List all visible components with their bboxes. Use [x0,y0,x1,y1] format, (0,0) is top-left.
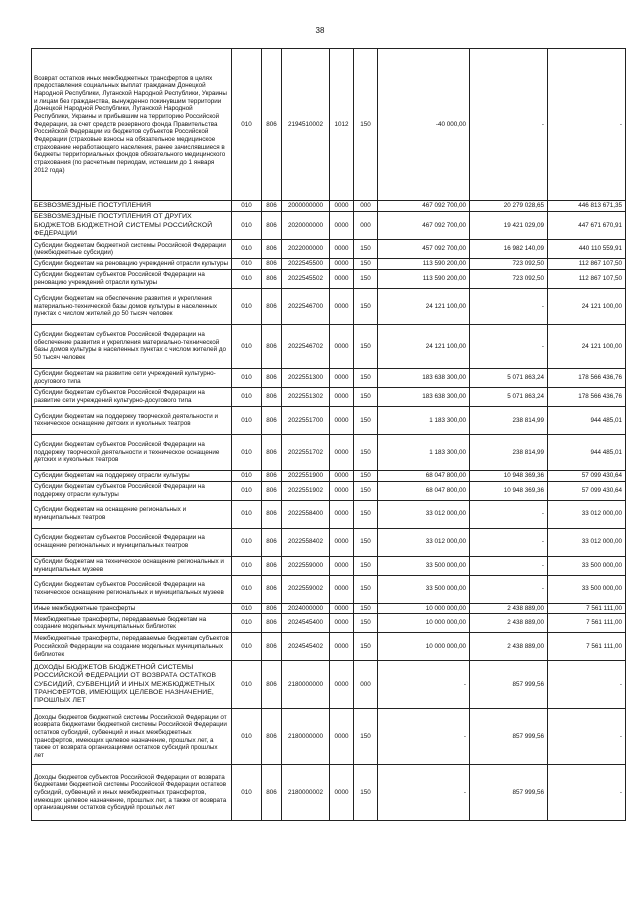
code-program: 0000 [330,406,354,434]
row-name: ДОХОДЫ БЮДЖЕТОВ БЮДЖЕТНОЙ СИСТЕМЫ РОССИЙСКОЙ ФЕДЕРАЦИИ ОТ ВОЗВРАТА ОСТАТКОВ СУБСИДИЙ, СУБВЕНЦИЙ И ИНЫХ МЕЖБЮДЖЕТНЫХ ТРАНСФЕРТОВ, ИМЕЮЩИХ ЦЕЛЕВОЕ НАЗНАЧЕНИЕ, ПРОШЛЫХ ЛЕТ [32,661,232,709]
table-row [32,201,626,212]
remaining-amount: 57 099 430,64 [548,481,626,500]
code-income: 2180000002 [282,765,330,821]
code-income: 2022559002 [282,575,330,603]
remaining-amount: 7 561 111,00 [548,633,626,661]
code-program: 0000 [330,500,354,528]
remaining-amount: 112 867 107,50 [548,269,626,288]
row-name: Субсидии бюджетам на оснащение региональных и муниципальных театров [32,500,232,528]
code-chapter: 806 [262,603,282,614]
code-admin: 010 [232,49,262,201]
code-admin: 010 [232,212,262,240]
remaining-amount: 944 485,01 [548,434,626,470]
table-row [32,633,626,661]
remaining-amount: 33 500 000,00 [548,556,626,575]
table-row [32,406,626,434]
code-program: 0000 [330,614,354,633]
code-chapter: 806 [262,434,282,470]
code-classification: 150 [354,603,378,614]
code-program: 0000 [330,603,354,614]
code-income: 2022558402 [282,528,330,556]
table-row [32,614,626,633]
row-name: Субсидии бюджетам субъектов Российской Федерации на техническое оснащение региональных и муниципальных музеев [32,575,232,603]
code-admin: 010 [232,575,262,603]
row-name: Субсидии бюджетам на обеспечение развития и укрепления материально-технической базы домов культуры в населенных пунктах с числом жителей до 50 тысяч человек [32,288,232,324]
code-chapter: 806 [262,324,282,368]
approved-amount: -40 000,00 [378,49,470,201]
code-income: 2194510002 [282,49,330,201]
code-program: 0000 [330,368,354,387]
table-body [32,49,626,821]
code-admin: 010 [232,661,262,709]
row-name: БЕЗВОЗМЕЗДНЫЕ ПОСТУПЛЕНИЯ ОТ ДРУГИХ БЮДЖЕТОВ БЮДЖЕТНОЙ СИСТЕМЫ РОССИЙСКОЙ ФЕДЕРАЦИИ [32,212,232,240]
code-chapter: 806 [262,528,282,556]
row-name: Субсидии бюджетам субъектов Российской Федерации на поддержку отрасли культуры [32,481,232,500]
row-name: Субсидии бюджетам субъектов Российской Федерации на оснащение региональных и муниципальных театров [32,528,232,556]
executed-amount: - [470,324,548,368]
code-chapter: 806 [262,259,282,270]
code-program: 0000 [330,324,354,368]
executed-amount: 10 948 369,36 [470,481,548,500]
approved-amount: 10 000 000,00 [378,614,470,633]
code-classification: 150 [354,406,378,434]
table-row [32,387,626,406]
code-program: 0000 [330,765,354,821]
approved-amount: 113 590 200,00 [378,269,470,288]
code-classification: 150 [354,481,378,500]
table-row [32,240,626,259]
code-classification: 150 [354,240,378,259]
remaining-amount: 7 561 111,00 [548,614,626,633]
executed-amount: 2 438 889,00 [470,603,548,614]
code-classification: 150 [354,709,378,765]
row-name: Субсидии бюджетам на поддержку отрасли культуры [32,470,232,481]
code-classification: 150 [354,614,378,633]
table-row [32,368,626,387]
executed-amount: - [470,528,548,556]
approved-amount: 24 121 100,00 [378,324,470,368]
code-admin: 010 [232,470,262,481]
code-chapter: 806 [262,288,282,324]
code-program: 0000 [330,259,354,270]
code-classification: 000 [354,212,378,240]
remaining-amount: 112 867 107,50 [548,259,626,270]
code-program: 0000 [330,269,354,288]
code-chapter: 806 [262,470,282,481]
approved-amount: 183 638 300,00 [378,387,470,406]
executed-amount: - [470,556,548,575]
table-row [32,324,626,368]
code-classification: 150 [354,324,378,368]
code-program: 0000 [330,240,354,259]
code-admin: 010 [232,406,262,434]
remaining-amount: 24 121 100,00 [548,324,626,368]
code-program: 0000 [330,528,354,556]
row-name: Субсидии бюджетам на техническое оснащение региональных и муниципальных музеев [32,556,232,575]
table-row [32,709,626,765]
code-program: 0000 [330,470,354,481]
row-name: Возврат остатков иных межбюджетных трансфертов в целях предоставления социальных выплат гражданам Донецкой Народной Республики, Луганской Народной Республики, Украины и лицам без гражданства, вынужденно покинувшим территории Донецкой Народной Республики, Луганской Народной Республики, Украины и прибывшим на территорию Российской Федерации, за счет средств резервного фонда Правительства Российской Федерации из бюджетов субъектов Российской Федерации (страховые взносы на обязательное медицинское страхование неработающего населения, ранее зачислявшиеся в бюджеты территориальных фондов обязательного медицинского страхования (по расчетным периодам, истекшим до 1 января 2012 года) [32,49,232,201]
approved-amount: - [378,709,470,765]
executed-amount: 857 999,56 [470,765,548,821]
code-income: 2022551702 [282,434,330,470]
code-admin: 010 [232,240,262,259]
table-row [32,528,626,556]
approved-amount: 183 638 300,00 [378,368,470,387]
code-classification: 150 [354,500,378,528]
code-program: 0000 [330,288,354,324]
executed-amount: 857 999,56 [470,709,548,765]
code-income: 2024545402 [282,633,330,661]
code-income: 2024000000 [282,603,330,614]
code-program: 0000 [330,661,354,709]
table-row [32,556,626,575]
table-row [32,470,626,481]
code-classification: 150 [354,49,378,201]
table-row [32,603,626,614]
remaining-amount: 944 485,01 [548,406,626,434]
row-name: Доходы бюджетов субъектов Российской Федерации от возврата бюджетами бюджетной системы Российской Федерации остатков субсидий, субвенций и иных межбюджетных трансфертов, имеющих целевое назначение, прошлых лет, а также от возврата организациями остатков субсидий прошлых лет [32,765,232,821]
approved-amount: 68 047 800,00 [378,470,470,481]
code-admin: 010 [232,614,262,633]
approved-amount: 1 183 300,00 [378,406,470,434]
approved-amount: 68 047 800,00 [378,481,470,500]
code-classification: 150 [354,575,378,603]
executed-amount: 20 279 028,65 [470,201,548,212]
code-classification: 150 [354,368,378,387]
remaining-amount: 33 500 000,00 [548,575,626,603]
approved-amount: 467 092 700,00 [378,212,470,240]
code-admin: 010 [232,556,262,575]
code-admin: 010 [232,434,262,470]
code-admin: 010 [232,481,262,500]
table-row [32,212,626,240]
executed-amount: - [470,288,548,324]
code-admin: 010 [232,288,262,324]
code-program: 0000 [330,212,354,240]
code-chapter: 806 [262,269,282,288]
remaining-amount: 178 566 436,76 [548,387,626,406]
code-classification: 150 [354,269,378,288]
executed-amount: - [470,500,548,528]
remaining-amount: 24 121 100,00 [548,288,626,324]
approved-amount: 33 500 000,00 [378,575,470,603]
row-name: Субсидии бюджетам субъектов Российской Федерации на поддержку творческой деятельности и техническое оснащение детских и кукольных театров [32,434,232,470]
code-admin: 010 [232,528,262,556]
code-chapter: 806 [262,368,282,387]
remaining-amount: - [548,709,626,765]
code-chapter: 806 [262,556,282,575]
code-classification: 150 [354,765,378,821]
code-program: 0000 [330,434,354,470]
code-chapter: 806 [262,387,282,406]
code-classification: 150 [354,556,378,575]
code-classification: 150 [354,528,378,556]
code-admin: 010 [232,709,262,765]
remaining-amount: 33 012 000,00 [548,528,626,556]
code-chapter: 806 [262,240,282,259]
row-name: Субсидии бюджетам на реновацию учреждений отрасли культуры [32,259,232,270]
approved-amount: 10 000 000,00 [378,633,470,661]
executed-amount: 2 438 889,00 [470,633,548,661]
remaining-amount: 447 671 670,91 [548,212,626,240]
table-row [32,269,626,288]
approved-amount: 33 012 000,00 [378,500,470,528]
row-name: Межбюджетные трансферты, передаваемые бюджетам субъектов Российской Федерации на создание модельных муниципальных библиотек [32,633,232,661]
code-income: 2022546702 [282,324,330,368]
row-name: БЕЗВОЗМЕЗДНЫЕ ПОСТУПЛЕНИЯ [32,201,232,212]
code-admin: 010 [232,269,262,288]
code-income: 2022545500 [282,259,330,270]
code-chapter: 806 [262,406,282,434]
executed-amount: 238 814,99 [470,434,548,470]
code-admin: 010 [232,259,262,270]
table-row [32,259,626,270]
executed-amount: - [470,575,548,603]
executed-amount: 723 092,50 [470,269,548,288]
remaining-amount: - [548,49,626,201]
code-income: 2022551900 [282,470,330,481]
code-classification: 150 [354,387,378,406]
row-name: Субсидии бюджетам субъектов Российской Федерации на обеспечение развития и укрепления материально-технической базы домов культуры в населенных пунктах с числом жителей до 50 тысяч человек [32,324,232,368]
code-program: 0000 [330,556,354,575]
row-name: Межбюджетные трансферты, передаваемые бюджетам на создание модельных муниципальных библиотек [32,614,232,633]
code-income: 2022551302 [282,387,330,406]
code-income: 2180000000 [282,661,330,709]
executed-amount: 10 948 369,36 [470,470,548,481]
executed-amount: 238 814,99 [470,406,548,434]
code-admin: 010 [232,324,262,368]
code-chapter: 806 [262,661,282,709]
code-chapter: 806 [262,212,282,240]
code-classification: 150 [354,470,378,481]
code-income: 2022000000 [282,240,330,259]
approved-amount: 33 012 000,00 [378,528,470,556]
code-income: 2000000000 [282,201,330,212]
code-program: 1012 [330,49,354,201]
code-income: 2022545502 [282,269,330,288]
code-classification: 150 [354,259,378,270]
code-chapter: 806 [262,709,282,765]
remaining-amount: 7 561 111,00 [548,603,626,614]
approved-amount: 10 000 000,00 [378,603,470,614]
code-admin: 010 [232,765,262,821]
code-chapter: 806 [262,481,282,500]
code-admin: 010 [232,201,262,212]
approved-amount: 113 590 200,00 [378,259,470,270]
approved-amount: 457 092 700,00 [378,240,470,259]
remaining-amount: 33 012 000,00 [548,500,626,528]
code-chapter: 806 [262,575,282,603]
code-income: 2022551902 [282,481,330,500]
code-chapter: 806 [262,614,282,633]
remaining-amount: 57 099 430,64 [548,470,626,481]
code-admin: 010 [232,633,262,661]
code-income: 2022551300 [282,368,330,387]
code-chapter: 806 [262,765,282,821]
code-classification: 000 [354,201,378,212]
approved-amount: 33 500 000,00 [378,556,470,575]
remaining-amount: - [548,765,626,821]
code-income: 2022546700 [282,288,330,324]
page-number: 38 [315,26,325,35]
executed-amount: 5 071 863,24 [470,387,548,406]
row-name: Субсидии бюджетам субъектов Российской Федерации на реновацию учреждений отрасли культуры [32,269,232,288]
table-row [32,481,626,500]
table-row [32,575,626,603]
approved-amount: 24 121 100,00 [378,288,470,324]
table-row [32,661,626,709]
code-income: 2180000000 [282,709,330,765]
code-chapter: 806 [262,49,282,201]
code-classification: 150 [354,288,378,324]
remaining-amount: 446 813 671,35 [548,201,626,212]
code-admin: 010 [232,387,262,406]
executed-amount: 16 982 140,09 [470,240,548,259]
row-name: Субсидии бюджетам на развитие сети учреждений культурно-досугового типа [32,368,232,387]
row-name: Доходы бюджетов бюджетной системы Российской Федерации от возврата бюджетами бюджетной системы Российской Федерации остатков субсидий, субвенций и иных межбюджетных трансфертов, имеющих целевое назначение, прошлых лет, а также от возврата организациями остатков субсидий прошлых лет [32,709,232,765]
code-classification: 150 [354,633,378,661]
code-classification: 150 [354,434,378,470]
executed-amount: 5 071 863,24 [470,368,548,387]
table-row [32,434,626,470]
row-name: Субсидии бюджетам бюджетной системы Российской Федерации (межбюджетные субсидии) [32,240,232,259]
executed-amount: 857 999,56 [470,661,548,709]
code-classification: 000 [354,661,378,709]
code-program: 0000 [330,481,354,500]
executed-amount: 723 092,50 [470,259,548,270]
code-chapter: 806 [262,500,282,528]
code-program: 0000 [330,709,354,765]
budget-revenue-table [31,48,626,821]
code-income: 2022558400 [282,500,330,528]
code-admin: 010 [232,368,262,387]
approved-amount: - [378,661,470,709]
approved-amount: 467 092 700,00 [378,201,470,212]
code-admin: 010 [232,500,262,528]
code-income: 2022559000 [282,556,330,575]
row-name: Субсидии бюджетам субъектов Российской Федерации на развитие сети учреждений культурно-досугового типа [32,387,232,406]
table-row [32,49,626,201]
code-program: 0000 [330,387,354,406]
row-name: Субсидии бюджетам на поддержку творческой деятельности и техническое оснащение детских и кукольных театров [32,406,232,434]
code-income: 2024545400 [282,614,330,633]
executed-amount: - [470,49,548,201]
approved-amount: 1 183 300,00 [378,434,470,470]
approved-amount: - [378,765,470,821]
executed-amount: 19 421 029,09 [470,212,548,240]
code-chapter: 806 [262,633,282,661]
code-program: 0000 [330,201,354,212]
remaining-amount: 440 110 559,91 [548,240,626,259]
table-row [32,500,626,528]
code-program: 0000 [330,575,354,603]
row-name: Иные межбюджетные трансферты [32,603,232,614]
code-admin: 010 [232,603,262,614]
code-income: 2020000000 [282,212,330,240]
code-chapter: 806 [262,201,282,212]
executed-amount: 2 438 889,00 [470,614,548,633]
remaining-amount: - [548,661,626,709]
remaining-amount: 178 566 436,76 [548,368,626,387]
code-income: 2022551700 [282,406,330,434]
table-row [32,765,626,821]
table-row [32,288,626,324]
code-program: 0000 [330,633,354,661]
